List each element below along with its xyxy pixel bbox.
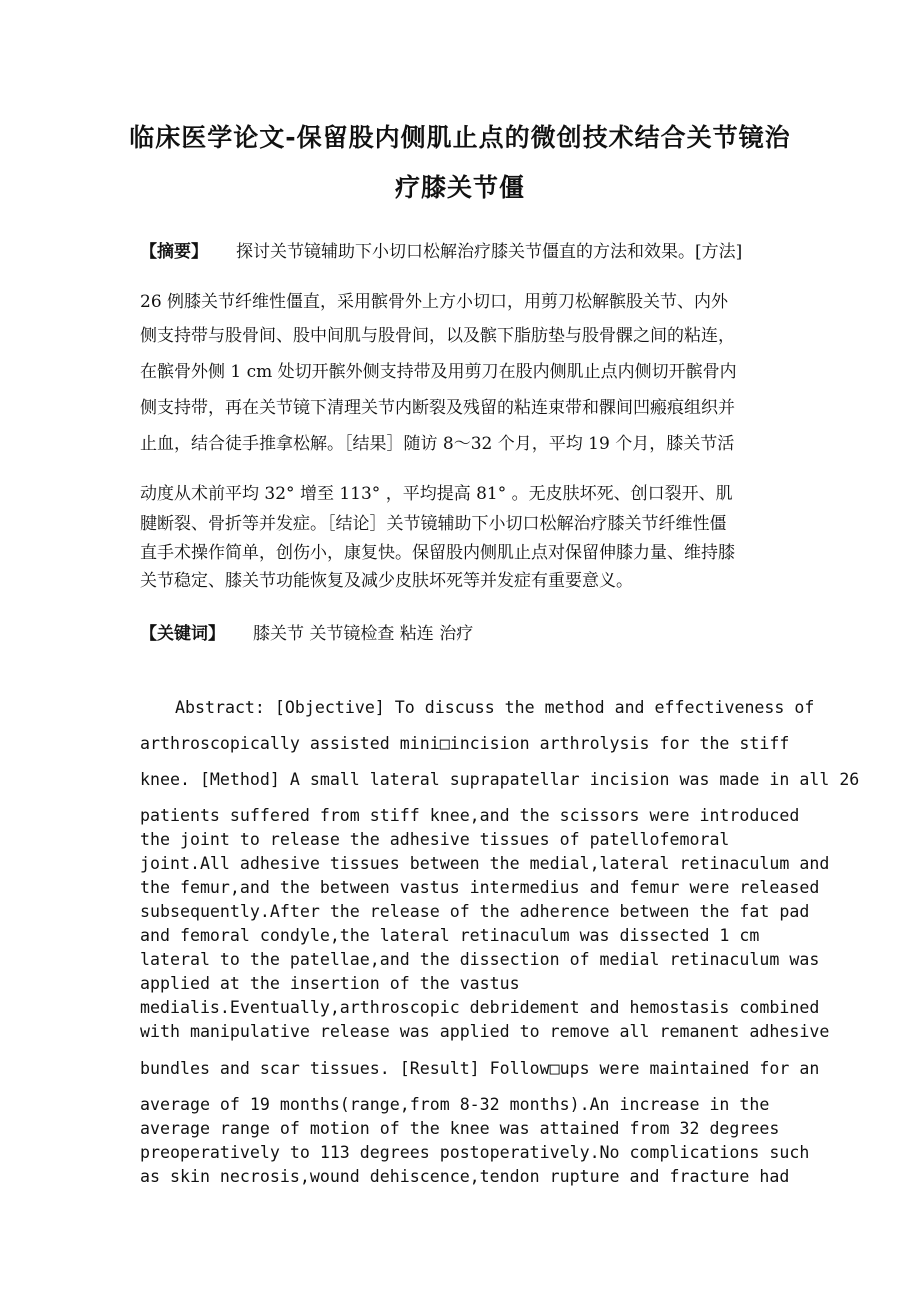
abstract-cn-first-line: [140, 244, 742, 261]
abstract-en-line: subsequently.After the release of the adherence between the fat pad: [140, 902, 810, 921]
abstract-en-line: preoperatively to 113 degrees postoperatively.No complications such: [140, 1143, 810, 1162]
paper-title-line2: 疗膝关节僵: [394, 173, 525, 202]
abstract-en-line: joint.All adhesive tissues between the medial,lateral retinaculum and: [140, 854, 830, 873]
paper-title-line1: 临床医学论文-保留股内侧肌止点的微创技术结合关节镜治: [129, 123, 791, 152]
abstract-en-line: Abstract: [Objective] To discuss the method and effectiveness of: [175, 698, 815, 717]
abstract-en-line: average of 19 months(range,from 8-32 months).An increase in the: [140, 1095, 770, 1114]
abstract-cn-line: 侧支持带，再在关节镜下清理关节内断裂及残留的粘连束带和髁间凹瘢痕组织并: [140, 398, 735, 418]
abstract-cn-line: 26 例膝关节纤维性僵直，采用髌骨外上方小切口，用剪刀松解髌股关节、内外: [140, 292, 729, 312]
abstract-cn-line: 在髌骨外侧 1 cm 处切开髌外侧支持带及用剪刀在股内侧肌止点内侧切开髌骨内: [140, 362, 737, 382]
keywords-label: 【关键词】: [140, 624, 225, 644]
abstract-cn-line: 动度从术前平均 32° 增至 113° ，平均提高 81° 。无皮肤坏死、创口裂开、肌: [140, 484, 733, 504]
abstract-cn-line: 侧支持带与股骨间、股中间肌与股骨间，以及髌下脂肪垫与股骨髁之间的粘连，: [140, 326, 735, 346]
abstract-en-line: lateral to the patellae,and the dissection of medial retinaculum was: [140, 950, 820, 969]
abstract-cn-line: 关节稳定、膝关节功能恢复及减少皮肤坏死等并发症有重要意义。: [140, 571, 633, 591]
abstract-en-line: bundles and scar tissues. [Result] Follow□ups were maintained for an: [140, 1059, 820, 1078]
abstract-cn-line: 腱断裂、骨折等并发症。［结论］关节镜辅助下小切口松解治疗膝关节纤维性僵: [140, 514, 727, 534]
abstract-en-line: applied at the insertion of the vastus: [140, 974, 520, 993]
abstract-en-line: the joint to release the adhesive tissues of patellofemoral: [140, 830, 730, 849]
abstract-cn-line: 直手术操作简单，创伤小，康复快。保留股内侧肌止点对保留伸膝力量、维持膝: [140, 543, 735, 563]
abstract-cn-label: 【摘要】: [140, 242, 208, 262]
keywords-value: 膝关节 关节镜检查 粘连 治疗: [253, 624, 474, 644]
abstract-en-line: as skin necrosis,wound dehiscence,tendon rupture and fracture had: [140, 1167, 790, 1186]
keywords-line: [140, 626, 473, 643]
abstract-en-line: patients suffered from stiff knee,and the scissors were introduced: [140, 806, 800, 825]
abstract-cn-line: 探讨关节镜辅助下小切口松解治疗膝关节僵直的方法和效果。[方法]: [236, 242, 743, 262]
abstract-en-line: with manipulative release was applied to remove all remanent adhesive: [140, 1022, 830, 1041]
abstract-en-line: average range of motion of the knee was attained from 32 degrees: [140, 1119, 780, 1138]
abstract-en-line: arthroscopically assisted mini□incision arthrolysis for the stiff: [140, 734, 790, 753]
abstract-cn-line: 止血，结合徒手推拿松解。［结果］随访 8～32 个月，平均 19 个月，膝关节活: [140, 434, 735, 454]
abstract-en-line: medialis.Eventually,arthroscopic debridement and hemostasis combined: [140, 998, 820, 1017]
abstract-en-line: and femoral condyle,the lateral retinaculum was dissected 1 cm: [140, 926, 760, 945]
abstract-en-line: knee. [Method] A small lateral suprapatellar incision was made in all 26: [140, 770, 860, 789]
abstract-en-line: the femur,and the between vastus intermedius and femur were released: [140, 878, 820, 897]
